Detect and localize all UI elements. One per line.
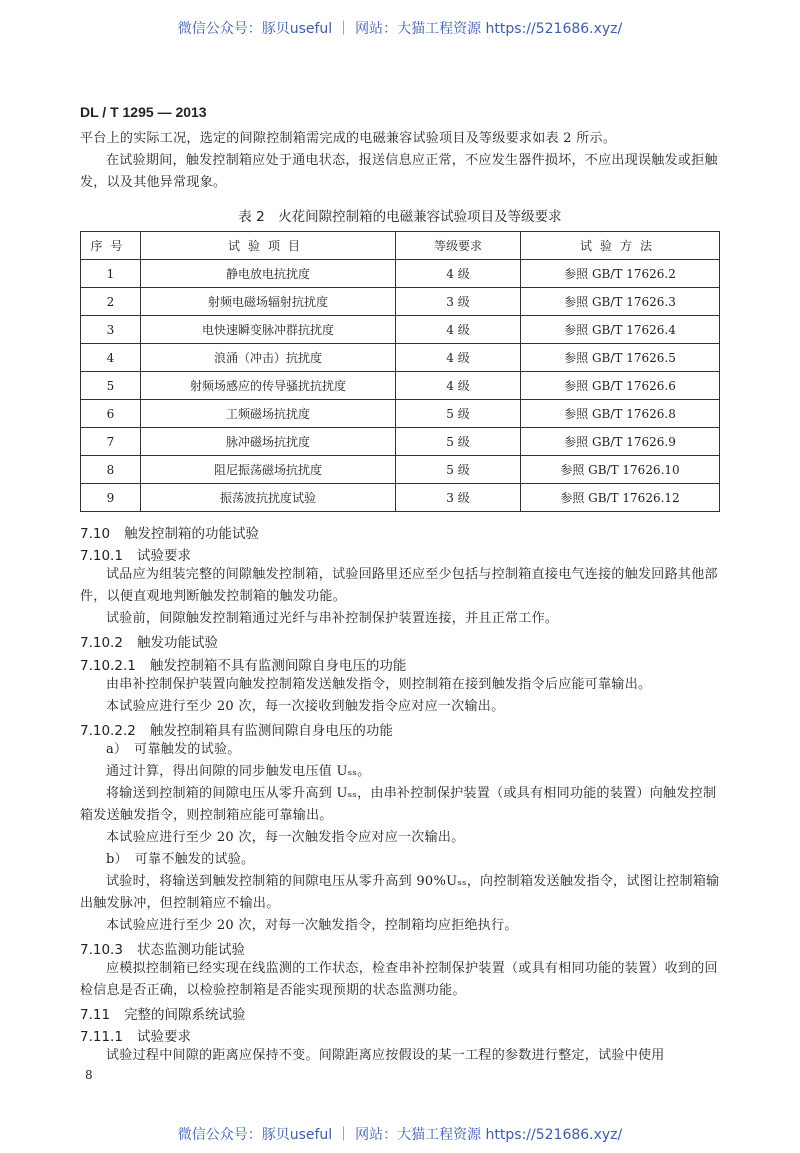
paragraph: 通过计算，得出间隙的同步触发电压值 Uₛₛ。 (106, 764, 371, 779)
table-cell: 参照 GB/T 17626.5 (521, 344, 720, 372)
table-row (81, 428, 720, 456)
list-item: b） 可靠不触发的试验。 (106, 852, 255, 867)
column-header: 等级要求 (396, 232, 521, 260)
section-heading: 7.10.2.2 触发控制箱具有监测间隙自身电压的功能 (80, 723, 393, 739)
table-cell: 参照 GB/T 17626.12 (521, 484, 720, 512)
paragraph: 试验过程中间隙的距离应保持不变。间隙距离应按假设的某一工程的参数进行整定，试验中使用 (106, 1048, 665, 1063)
emc-test-table (80, 231, 720, 512)
paragraph: 由串补控制保护装置向触发控制箱发送触发指令，则控制箱在接到触发指令后应能可靠输出。 (106, 677, 652, 692)
table-cell: 7 (81, 428, 141, 456)
table-cell: 静电放电抗扰度 (141, 260, 396, 288)
table-row (81, 484, 720, 512)
table-cell: 5 (81, 372, 141, 400)
section-heading: 7.10.3 状态监测功能试验 (80, 942, 245, 958)
table-cell: 参照 GB/T 17626.4 (521, 316, 720, 344)
paragraph: 试验时，将输送到触发控制箱的间隙电压从零升高到 90%Uₛₛ，向控制箱发送触发指令，试图让控制箱输出触发脉冲，但控制箱应不输出。 (80, 874, 720, 911)
section-heading: 7.11 完整的间隙系统试验 (80, 1007, 246, 1023)
paragraph: 应模拟控制箱已经实现在线监测的工作状态，检查串补控制保护装置（或具有相同功能的装置）收到的回检信息是否正确，以检验控制箱是否能实现预期的状态监测功能。 (80, 961, 718, 998)
section-heading: 7.11.1 试验要求 (80, 1029, 191, 1045)
page-number: 8 (85, 1068, 93, 1082)
paragraph: 本试验应进行至少 20 次，对每一次触发指令，控制箱均应拒绝执行。 (106, 918, 518, 933)
table-cell: 工频磁场抗扰度 (141, 400, 396, 428)
section-heading: 7.10.2.1 触发控制箱不具有监测间隙自身电压的功能 (80, 658, 407, 674)
table-cell: 4 (81, 344, 141, 372)
table-cell: 5 级 (396, 428, 521, 456)
table-cell: 4 级 (396, 344, 521, 372)
table-row (81, 260, 720, 288)
table-cell: 浪涌（冲击）抗扰度 (141, 344, 396, 372)
table-cell: 4 级 (396, 260, 521, 288)
section-heading: 7.10.1 试验要求 (80, 548, 191, 564)
table-cell: 射频场感应的传导骚扰抗扰度 (141, 372, 396, 400)
table-cell: 3 级 (396, 288, 521, 316)
table-cell: 5 级 (396, 400, 521, 428)
section-heading: 7.10 触发控制箱的功能试验 (80, 526, 260, 542)
table-cell: 参照 GB/T 17626.2 (521, 260, 720, 288)
table-cell: 5 级 (396, 456, 521, 484)
paragraph: 试验前，间隙触发控制箱通过光纤与串补控制保护装置连接，并且正常工作。 (106, 611, 559, 626)
table-row (81, 316, 720, 344)
table-cell: 4 级 (396, 372, 521, 400)
table-caption: 表 2 火花间隙控制箱的电磁兼容试验项目及等级要求 (238, 209, 562, 225)
table-cell: 8 (81, 456, 141, 484)
table-cell: 参照 GB/T 17626.9 (521, 428, 720, 456)
table-cell: 脉冲磁场抗扰度 (141, 428, 396, 456)
table-row (81, 372, 720, 400)
column-header: 序号 (81, 232, 141, 260)
paragraph: 本试验应进行至少 20 次，每一次接收到触发指令应对应一次输出。 (106, 699, 505, 714)
watermark-top: 微信公众号：豚贝useful ｜ 网站：大猫工程资源 https://521686.xyz/ (177, 21, 623, 37)
table-row (81, 344, 720, 372)
table-cell: 参照 GB/T 17626.6 (521, 372, 720, 400)
paragraph: 平台上的实际工况，选定的间隙控制箱需完成的电磁兼容试验项目及等级要求如表 2 所示。 (80, 131, 617, 146)
table-cell: 阻尼振荡磁场抗扰度 (141, 456, 396, 484)
column-header: 试验项目 (141, 232, 396, 260)
paragraph: 将输送到控制箱的间隙电压从零升高到 Uₛₛ，由串补控制保护装置（或具有相同功能的装置）向触发控制箱发送触发指令，则控制箱应能可靠输出。 (80, 786, 717, 823)
list-item: a） 可靠触发的试验。 (106, 742, 241, 757)
paragraph: 试品应为组装完整的间隙触发控制箱，试验回路里还应至少包括与控制箱直接电气连接的触发回路其他部件，以便直观地判断触发控制箱的触发功能。 (80, 567, 718, 604)
table-cell: 1 (81, 260, 141, 288)
table-cell: 参照 GB/T 17626.10 (521, 456, 720, 484)
paragraph: 在试验期间，触发控制箱应处于通电状态，报送信息应正常，不应发生器件损坏，不应出现误触发或拒触发，以及其他异常现象。 (80, 153, 718, 190)
table-cell: 3 (81, 316, 141, 344)
watermark-bottom: 微信公众号：豚贝useful ｜ 网站：大猫工程资源 https://521686.xyz/ (177, 1127, 623, 1143)
table-cell: 电快速瞬变脉冲群抗扰度 (141, 316, 396, 344)
table-cell: 参照 GB/T 17626.8 (521, 400, 720, 428)
standard-header: DL / T 1295 — 2013 (80, 104, 207, 120)
table-cell: 6 (81, 400, 141, 428)
table-cell: 振荡波抗扰度试验 (141, 484, 396, 512)
table-cell: 3 级 (396, 484, 521, 512)
table-cell: 4 级 (396, 316, 521, 344)
section-heading: 7.10.2 触发功能试验 (80, 635, 218, 651)
column-header: 试验方法 (521, 232, 720, 260)
table-header-row (81, 232, 720, 260)
table-row (81, 456, 720, 484)
table-cell: 射频电磁场辐射抗扰度 (141, 288, 396, 316)
table-row (81, 288, 720, 316)
table-cell: 2 (81, 288, 141, 316)
table-cell: 9 (81, 484, 141, 512)
paragraph: 本试验应进行至少 20 次，每一次触发指令应对应一次输出。 (106, 830, 465, 845)
table-cell: 参照 GB/T 17626.3 (521, 288, 720, 316)
table-row (81, 400, 720, 428)
